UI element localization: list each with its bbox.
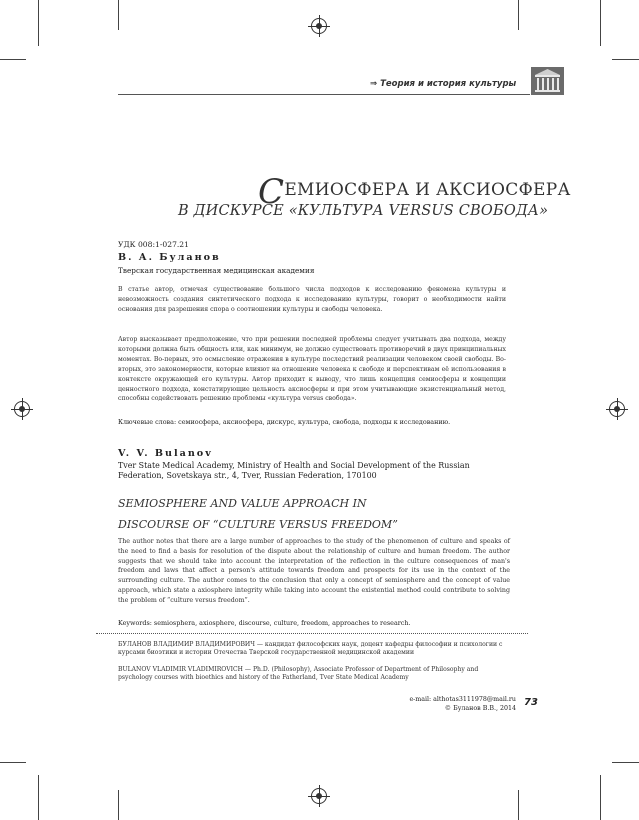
crop-mark [518,0,519,30]
article-title-en [118,493,518,535]
author-name-ru: В. А. Буланов [118,252,221,263]
crop-mark [38,775,39,820]
registration-mark-icon [609,401,625,417]
article-title-line1 [258,164,571,212]
footnote-divider [96,633,528,634]
title-en-line2: DISCOURSE OF “CULTURE VERSUS FREEDOM” [118,518,398,531]
title-initial: С [258,172,285,212]
crop-mark [0,59,26,60]
crop-mark [0,762,26,763]
abstract-ru-paragraph-2: Автор высказывает предположение, что при решении последней проблемы следует учитывать два подхода, между которыми должна быть общность или, как минимум, не должно существовать противоречий в двух принципиальных моментах. Во-первых, это осмысление отражения в культуре последствий реализации человеком своей свободы. Во-вторых, это закономерности, которые влияют на отношение человека к свободе и перспективам её использования в контексте окружающей его культуры. Автор приходит к выводу, что лишь концепция семиосферы и концепции ценностного подхода, констатирующие цельность аксиосферы и при этом учитывающие экзистенциальный метод, способны содействовать решению проблемы «культура versus свобода». [118,336,506,403]
running-header: ⇒ Теория и история культуры [370,79,517,89]
crop-mark [612,762,639,763]
crop-mark [612,59,639,60]
registration-mark-icon [311,788,327,804]
registration-mark-icon [14,401,30,417]
title-en-line1: SEMIOSPHERE AND VALUE APPROACH IN [118,497,367,510]
author-bio-ru: БУЛАНОВ ВЛАДИМИР ВЛАДИМИРОВИЧ — кандидат философских наук, доцент кафедры философии и психологии с курсами биоэтики и истории Отечества Тверской государственной медицинской академии [118,641,503,656]
crop-mark [518,790,519,820]
udk-code: УДК 008:1-027.21 [118,240,189,249]
journal-logo-icon [531,67,564,95]
copyright: © Буланов В.В., 2014 [444,705,516,712]
crop-mark [118,790,119,820]
affiliation-en: Tver State Medical Academy, Ministry of Health and Social Development of the Russian Federation, Sovetskaya str., 4, Tver, Russian Federation, 170100 [118,461,470,480]
page-number: 73 [524,697,538,708]
article-title-line2: В ДИСКУРСЕ «КУЛЬТУРА VERSUS СВОБОДА» [178,203,549,219]
abstract-ru-paragraph-1: В статье автор, отмечая существование большого числа подходов к исследованию феномена культуры и невозможность создания синтетического подхода к исследованию культуры, говорит о необходимости найти основания для разрешения спора о соотношении культуры и свободы человека. [118,286,506,313]
crop-mark [118,0,119,30]
crop-mark [38,0,39,46]
crop-mark [600,775,601,820]
affiliation-ru: Тверская государственная медицинская академия [118,266,315,275]
keywords-en: Keywords: semiosphera, axiosphere, discourse, culture, freedom, approaches to research. [118,619,411,627]
keywords-ru: Ключевые слова: семиосфера, аксиосфера, дискурс, культура, свобода, подходы к исследованию. [118,418,451,426]
author-name-en: V. V. Bulanov [118,448,213,459]
registration-mark-icon [311,18,327,34]
crop-mark [600,0,601,46]
author-email: e-mail: althotas3111978@mail.ru [409,696,516,703]
abstract-en: The author notes that there are a large number of approaches to the study of the phenomenon of culture and speaks of the need to find a basis for resolution of the dispute about the relationship of culture and human freedom. The author suggests that we should take into account the interpretation of the reflection in the culture consequences of man's freedom and laws that affect a person's attitude towards freedom and prospects for its use in the context of the surrounding culture. The author comes to the conclusion that only a concept of semiosphere and the concept of value approach, which state a axiosphere integrity while taking into account the existential method could contribute to solving the problem of “culture versus freedom”. [118,538,510,604]
title-line1-rest: ЕМИОСФЕРА И АКСИОСФЕРА [284,180,571,200]
author-bio-en: BULANOV VLADIMIR VLADIMIROVICH — Ph.D. (Philosophy), Associate Professor of Department of Philosophy and psychology courses with bioethics and history of the Fatherland, Tver State Medical Academy [118,666,479,681]
header-rule [118,94,530,95]
